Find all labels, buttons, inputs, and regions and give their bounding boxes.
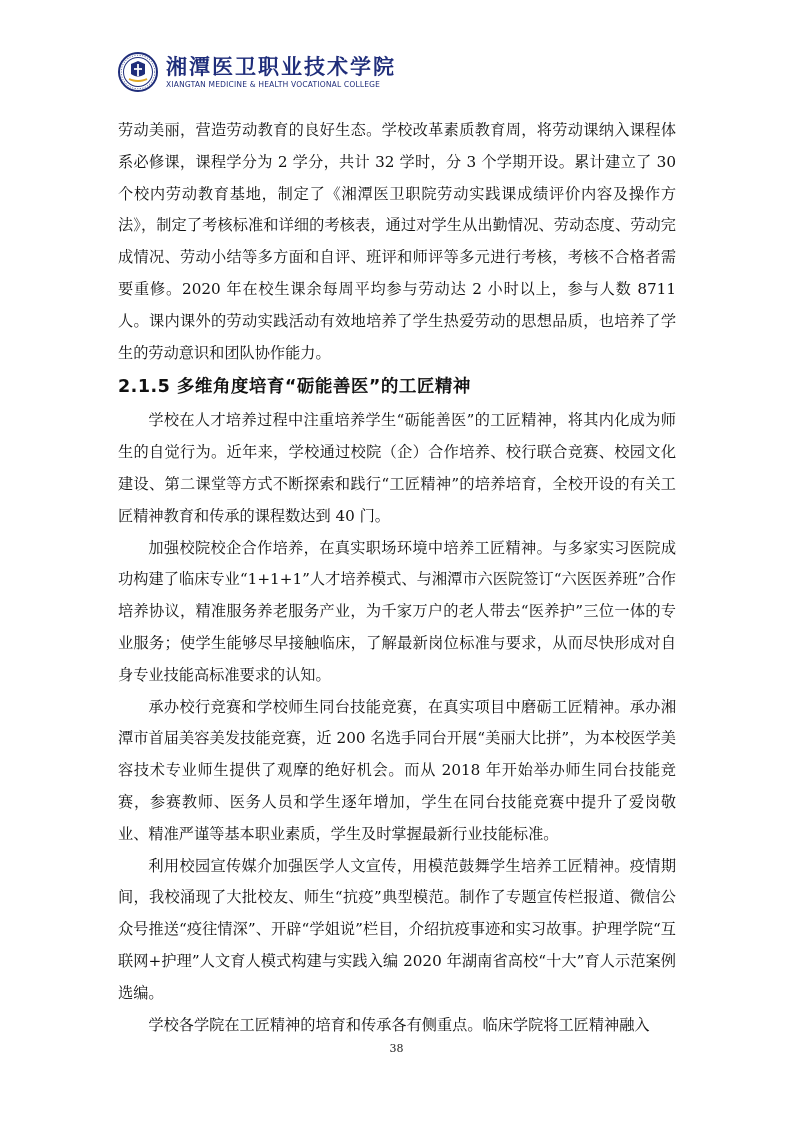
school-emblem-icon <box>118 52 158 92</box>
paragraph: 学校各学院在工匠精神的培育和传承各有侧重点。临床学院将工匠精神融入 <box>148 1015 650 1034</box>
school-brand <box>166 55 396 89</box>
paragraph: 加强校院校企合作培养，在真实职场环境中培养工匠精神。与多家实习医院成功构建了临床专业“1+1+1”人才培养模式、与湘潭市六医院签订“六医医养班”合作培养协议，精准服务养老服务产业，为千家万户的老人带去“医养护”三位一体的专业服务；使学生能够尽早接触临床，了解最新岗位标准与要求，从而尽快形成对自身专业技能高标准要求的认知。 <box>118 538 676 684</box>
page-number: 38 <box>389 1042 404 1055</box>
paragraph: 利用校园宣传媒介加强医学人文宣传，用模范鼓舞学生培养工匠精神。疫情期间，我校涌现了大批校友、师生“抗疫”典型模范。制作了专题宣传栏报道、微信公众号推送“疫往情深”、开辟“学姐说”栏目，介绍抗疫事迹和实习故事。护理学院“互联网+护理”人文育人模式构建与实践入编 2020 年湖南省高校“十大”育人示范案例选编。 <box>118 856 676 1002</box>
school-name-cn: 湘潭医卫职业技术学院 <box>166 54 396 79</box>
school-name-en: XIANGTAN MEDICINE & HEALTH VOCATIONAL COLLEGE <box>166 80 381 89</box>
paragraph: 劳动美丽，营造劳动教育的良好生态。学校改革素质教育周，将劳动课纳入课程体系必修课，课程学分为 2 学分，共计 32 学时，分 3 个学期开设。累计建立了 30 个校内劳动教育基地，制定了《湘潭医卫职院劳动实践课成绩评价内容及操作方法》，制定了考核标准和详细的考核表，通过对学生从出勤情况、劳动态度、劳动完成情况、劳动小结等多方面和自评、班评和师评等多元进行考核，考核不合格者需要重修。2020 年在校生课余每周平均参与劳动达 2 小时以上，参与人数 8711 人。课内课外的劳动实践活动有效地培养了学生热爱劳动的思想品质，也培养了学生的劳动意识和团队协作能力。 <box>118 121 676 362</box>
paragraph: 学校在人才培养过程中注重培养学生“砺能善医”的工匠精神，将其内化成为师生的自觉行为。近年来，学校通过校院（企）合作培养、校行联合竞赛、校园文化建设、第二课堂等方式不断探索和践行“工匠精神”的培养培育，全校开设的有关工匠精神教育和传承的课程数达到 40 门。 <box>118 411 676 525</box>
document-body <box>118 115 676 1041</box>
paragraph: 承办校行竞赛和学校师生同台技能竞赛，在真实项目中磨砺工匠精神。承办湘潭市首届美容美发技能竞赛，近 200 名选手同台开展“美丽大比拼”，为本校医学美容技术专业师生提供了观摩的绝好机会。而从 2018 年开始举办师生同台技能竞赛，参赛教师、医务人员和学生逐年增加，学生在同台技能竞赛中提升了爱岗敬业、精准严谨等基本职业素质，学生及时掌握最新行业技能标准。 <box>118 697 676 843</box>
page-header <box>118 46 418 98</box>
section-heading: 2.1.5 多维角度培育“砺能善医”的工匠精神 <box>118 377 471 398</box>
